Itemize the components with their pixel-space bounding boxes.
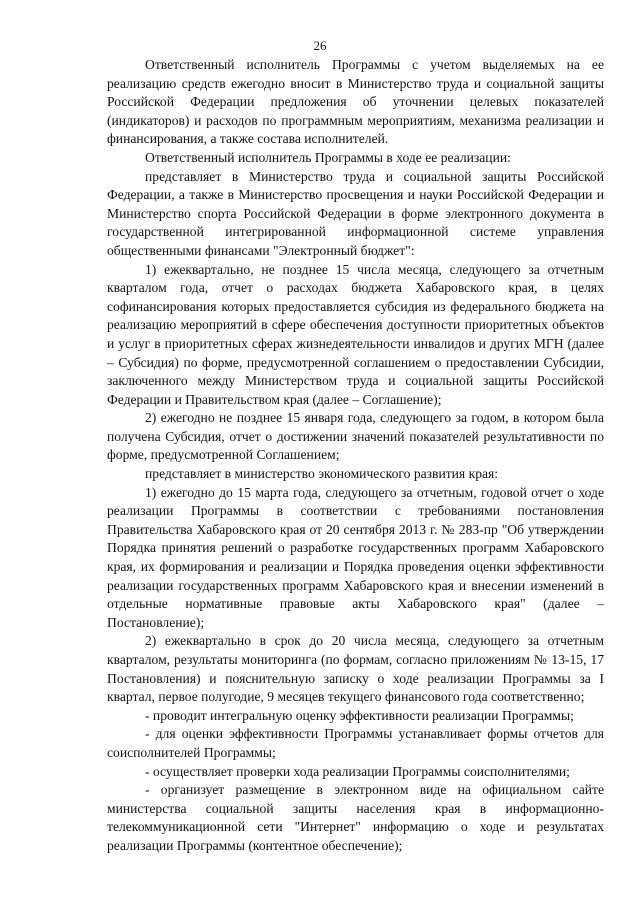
paragraph: - осуществляет проверки хода реализации Программы соисполнителями; <box>145 763 570 779</box>
paragraph: - проводит интегральную оценку эффективности реализации Программы; <box>145 707 574 723</box>
paragraph: представляет в Министерство труда и социальной защиты Российской Федерации, а также в Министерство просвещения и науки Российской Федерации и Министерство спорта Российской Федерации в форме электронного документа в государственной интегрированной информационной системе управления общественными финансами "Электронный бюджет": <box>107 168 604 258</box>
page-number: 26 <box>313 38 327 53</box>
paragraph: 2) ежеквартально в срок до 20 числа месяца, следующего за отчетным кварталом, результаты мониторинга (по формам, согласно приложениям № 13-15, 17 Постановления) и пояснительную записку о ходе реализации Программы за I квартал, первое полугодие, 9 месяцев текущего финансового года соответственно; <box>107 633 604 705</box>
paragraph: - организует размещение в электронном виде на официальном сайте министерства социальной защиты населения края в информационно-телекоммуникационной сети "Интернет" информацию о ходе и результатах реализации Программы (контентное обеспечение); <box>107 782 604 853</box>
paragraph: 1) ежегодно до 15 марта года, следующего за отчетным, годовой отчет о ходе реализации Программы в соответствии с требованиями постановления Правительства Хабаровского края от 20 сентября 2013 г. № 283-пр "Об утверждении Порядка принятия решений о разработке государственных программ Хабаровского края, их формирования и реализации и Порядка проведения оценки эффективности реализации государственных программ Хабаровского края и внесении изменений в отдельные нормативные правовые акты Хабаровского края" (далее – Постановление); <box>107 484 604 630</box>
paragraph: 1) ежеквартально, не позднее 15 числа месяца, следующего за отчетным кварталом года, отчет о расходах бюджета Хабаровского края, в целях софинансирования которых предоставляется субсидия из федерального бюджета на реализацию мероприятий в сфере обеспечения доступности приоритетных объектов и услуг в приоритетных сферах жизнедеятельности инвалидов и других МГН (далее – Субсидия) по форме, предусмотренной соглашением о предоставлении Субсидии, заключенного между Министерством труда и социальной защиты Российской Федерации и Правительством края (далее – Соглашение); <box>107 261 604 407</box>
document-body <box>107 56 604 856</box>
paragraph: 2) ежегодно не позднее 15 января года, следующего за годом, в котором была получена Субсидия, отчет о достижении значений показателей результативности по форме, предусмотренной Соглашением; <box>107 410 604 463</box>
paragraph: Ответственный исполнитель Программы с учетом выделяемых на ее реализацию средств ежегодно вносит в Министерство труда и социальной защиты Российской Федерации предложения об уточнении целевых показателей (индикаторов) и расходов по программным мероприятиям, механизма реализации и финансирования, а также состава исполнителей. <box>107 57 604 147</box>
paragraph: Ответственный исполнитель Программы в ходе ее реализации: <box>145 149 511 165</box>
paragraph: представляет в министерство экономического развития края: <box>145 466 499 482</box>
paragraph: - для оценки эффективности Программы устанавливает формы отчетов для соисполнителей Программы; <box>107 726 604 760</box>
